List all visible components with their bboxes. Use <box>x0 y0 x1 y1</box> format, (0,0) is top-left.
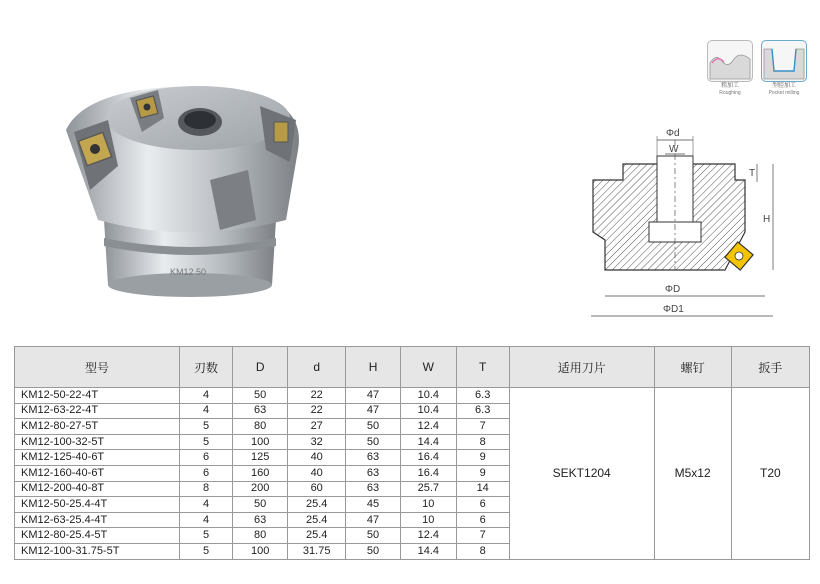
table-cell: 25.4 <box>288 528 346 544</box>
table-cell: 63 <box>233 403 288 419</box>
table-cell: 4 <box>180 512 233 528</box>
table-cell: 8 <box>456 543 509 559</box>
table-cell: 9 <box>456 465 509 481</box>
dim-t-label: T <box>749 168 756 179</box>
table-cell: 22 <box>288 403 346 419</box>
table-cell: 8 <box>456 434 509 450</box>
header-model: 型号 <box>15 347 180 388</box>
table-cell: 50 <box>346 543 401 559</box>
header-wrench: 扳手 <box>731 347 809 388</box>
table-cell: 6.3 <box>456 403 509 419</box>
table-cell: KM12-100-32-5T <box>15 434 180 450</box>
table-cell: 5 <box>180 543 233 559</box>
table-cell: 50 <box>233 388 288 404</box>
table-cell: 27 <box>288 419 346 435</box>
pocket-milling-label-cn: 型腔加工 <box>771 83 796 89</box>
table-cell: 50 <box>346 528 401 544</box>
table-cell: 47 <box>346 512 401 528</box>
table-cell: 4 <box>180 403 233 419</box>
technical-drawing <box>585 120 785 330</box>
table-cell: 63 <box>346 481 401 497</box>
table-cell: 31.75 <box>288 543 346 559</box>
table-cell: KM12-100-31.75-5T <box>15 543 180 559</box>
table-cell: KM12-50-22-4T <box>15 388 180 404</box>
dim-D-label: ΦD <box>665 284 681 295</box>
roughing-label-en: Roughing <box>719 90 741 96</box>
table-cell: 6 <box>180 450 233 466</box>
table-cell: 12.4 <box>401 419 456 435</box>
table-cell: 125 <box>233 450 288 466</box>
table-cell: 80 <box>233 528 288 544</box>
pocket-milling-process <box>760 40 808 96</box>
table-row <box>15 388 810 404</box>
table-cell: 32 <box>288 434 346 450</box>
header-screw: 螺钉 <box>654 347 731 388</box>
table-cell: 100 <box>233 543 288 559</box>
table-cell: 200 <box>233 481 288 497</box>
table-cell: 47 <box>346 388 401 404</box>
table-cell: 6.3 <box>456 388 509 404</box>
wrench-cell: T20 <box>731 388 809 560</box>
header-W: W <box>401 347 456 388</box>
table-cell: 5 <box>180 528 233 544</box>
header-flutes: 刃数 <box>180 347 233 388</box>
table-cell: KM12-80-27-5T <box>15 419 180 435</box>
table-cell: 4 <box>180 497 233 513</box>
table-cell: KM12-125-40-6T <box>15 450 180 466</box>
roughing-icon <box>707 40 753 82</box>
roughing-label-cn: 粗加工 <box>720 83 739 89</box>
insert-cell: SEKT1204 <box>509 388 654 560</box>
table-cell: 80 <box>233 419 288 435</box>
process-icons <box>706 40 808 96</box>
table-cell: 5 <box>180 419 233 435</box>
table-cell: 40 <box>288 465 346 481</box>
table-cell: 60 <box>288 481 346 497</box>
table-cell: 25.4 <box>288 497 346 513</box>
table-cell: 100 <box>233 434 288 450</box>
table-cell: 50 <box>346 434 401 450</box>
table-cell: 25.4 <box>288 512 346 528</box>
table-cell: KM12-63-25.4-4T <box>15 512 180 528</box>
table-cell: 8 <box>180 481 233 497</box>
table-cell: 16.4 <box>401 465 456 481</box>
table-cell: 50 <box>233 497 288 513</box>
table-cell: 63 <box>346 450 401 466</box>
dim-D1-label: ΦD1 <box>663 304 684 315</box>
header-H: H <box>346 347 401 388</box>
table-cell: 14 <box>456 481 509 497</box>
table-cell: 7 <box>456 419 509 435</box>
table-cell: 16.4 <box>401 450 456 466</box>
roughing-process <box>706 40 754 96</box>
table-cell: 6 <box>456 512 509 528</box>
table-cell: 10.4 <box>401 388 456 404</box>
table-header-row <box>15 347 810 388</box>
engraving-text: KM12 50 <box>170 267 207 277</box>
table-cell: 14.4 <box>401 543 456 559</box>
pocket-milling-label-en: Pocket milling <box>768 90 800 96</box>
table-cell: 25.7 <box>401 481 456 497</box>
dim-w-label: W <box>669 144 679 155</box>
table-cell: 160 <box>233 465 288 481</box>
table-cell: KM12-50-25.4-4T <box>15 497 180 513</box>
table-cell: 12.4 <box>401 528 456 544</box>
table-cell: 50 <box>346 419 401 435</box>
table-cell: 45 <box>346 497 401 513</box>
table-cell: 9 <box>456 450 509 466</box>
header-D: D <box>233 347 288 388</box>
spec-table <box>14 346 810 560</box>
table-cell: 63 <box>346 465 401 481</box>
header-d: d <box>288 347 346 388</box>
table-cell: KM12-63-22-4T <box>15 403 180 419</box>
table-cell: KM12-80-25.4-5T <box>15 528 180 544</box>
table-cell: 6 <box>180 465 233 481</box>
table-cell: 7 <box>456 528 509 544</box>
table-cell: 10 <box>401 497 456 513</box>
screw-cell: M5x12 <box>654 388 731 560</box>
table-cell: 14.4 <box>401 434 456 450</box>
header-insert: 适用刀片 <box>509 347 654 388</box>
table-cell: 6 <box>456 497 509 513</box>
dim-h-label: H <box>763 214 771 225</box>
table-cell: KM12-200-40-8T <box>15 481 180 497</box>
table-cell: 5 <box>180 434 233 450</box>
milling-cutter-photo <box>60 70 360 310</box>
dim-d-label: Φd <box>666 128 680 139</box>
header-T: T <box>456 347 509 388</box>
table-cell: KM12-160-40-6T <box>15 465 180 481</box>
table-cell: 47 <box>346 403 401 419</box>
table-cell: 10.4 <box>401 403 456 419</box>
table-cell: 4 <box>180 388 233 404</box>
table-cell: 63 <box>233 512 288 528</box>
table-cell: 40 <box>288 450 346 466</box>
table-cell: 10 <box>401 512 456 528</box>
table-cell: 22 <box>288 388 346 404</box>
pocket-milling-icon <box>761 40 807 82</box>
